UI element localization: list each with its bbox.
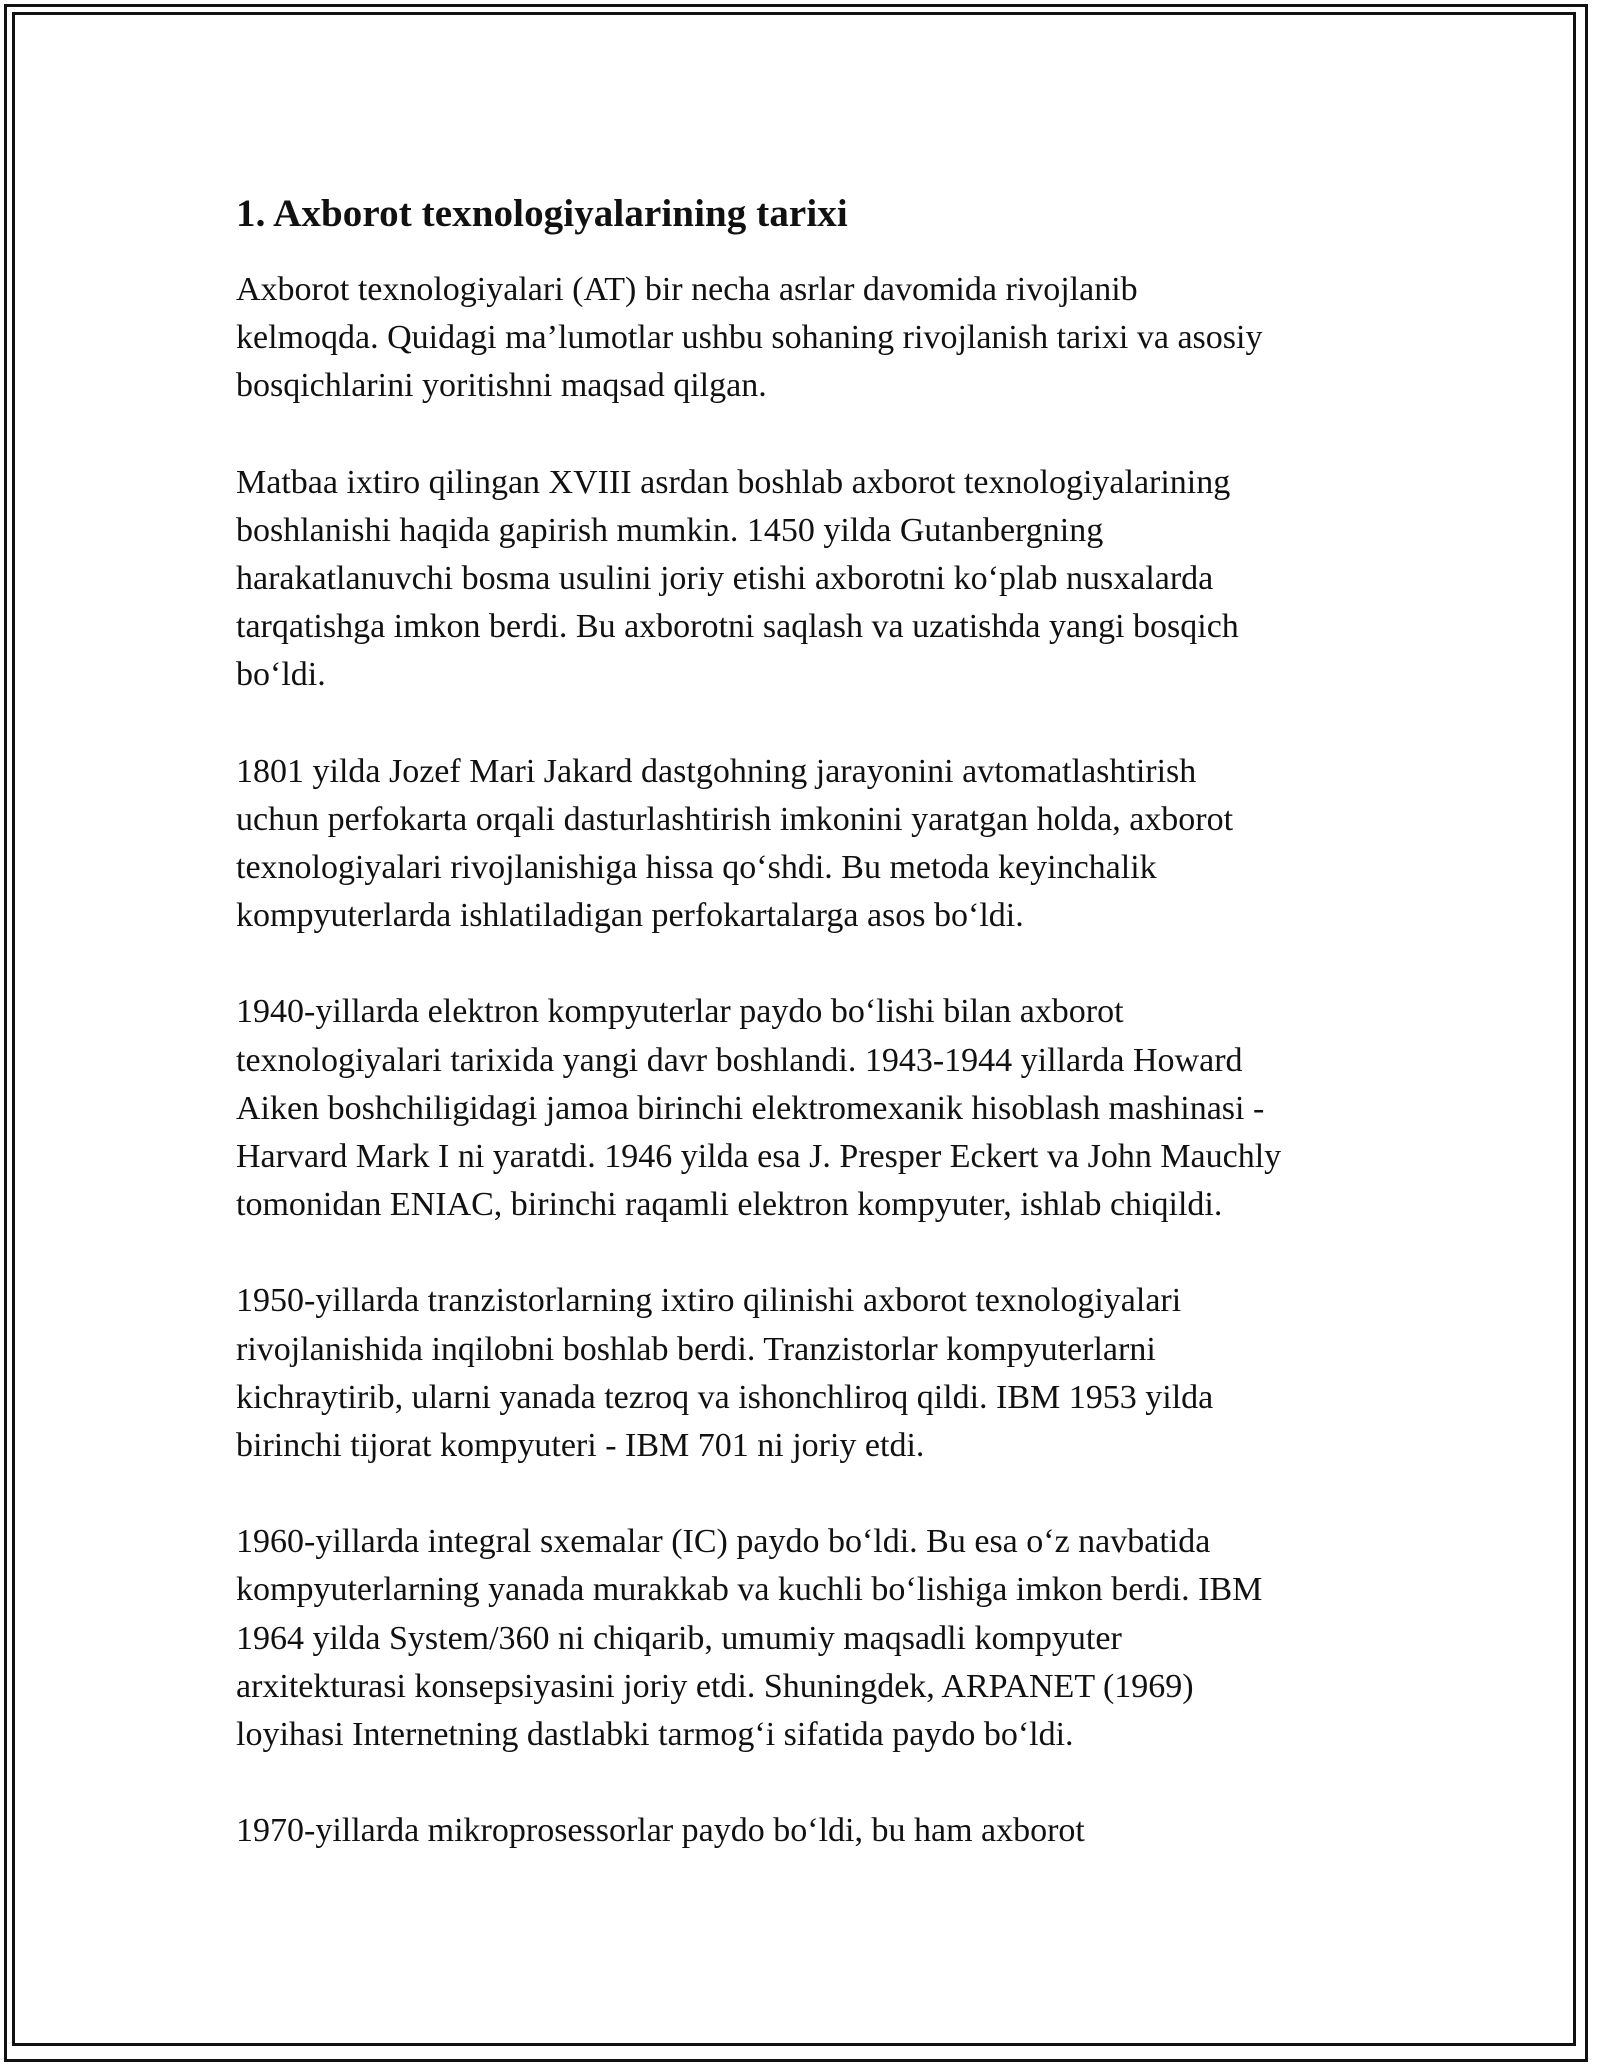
paragraph-line: harakatlanuvchi bosma usulini joriy etishi axborotni ko‘plab nusxalarda xyxy=(236,560,1214,598)
paragraph-line: Axborot texnologiyalari (AT) bir necha asrlar davomida rivojlanib xyxy=(236,271,1138,308)
paragraph-1960s xyxy=(236,1518,1386,1759)
paragraph-line: kelmoqda. Quidagi ma’lumotlar ushbu sohaning rivojlanish tarixi va asosiy xyxy=(236,319,1263,357)
paragraph-line: rivojlanishida inqilobni boshlab berdi. Tranzistorlar kompyuterlarni xyxy=(236,1330,1156,1368)
paragraph-line: kompyuterlarning yanada murakkab va kuchli bo‘lishiga imkon berdi. IBM xyxy=(236,1571,1263,1609)
paragraph-line: arxitekturasi konsepsiyasini joriy etdi. Shuningdek, ARPANET (1969) xyxy=(236,1667,1194,1705)
paragraph-line: loyihasi Internetning dastlabki tarmog‘i sifatida paydo bo‘ldi. xyxy=(236,1716,1074,1754)
paragraph-line: texnologiyalari tarixida yangi davr boshlandi. 1943-1944 yillarda Howard xyxy=(236,1041,1243,1079)
paragraph-line: birinchi tijorat kompyuteri - IBM 701 ni joriy etdi. xyxy=(236,1427,925,1465)
paragraph-line: kichraytirib, ularni yanada tezroq va ishonchliroq qildi. IBM 1953 yilda xyxy=(236,1378,1214,1416)
paragraph-line: bo‘ldi. xyxy=(236,656,326,694)
paragraph-line: boshlanishi haqida gapirish mumkin. 1450 yilda Gutanbergning xyxy=(236,511,1104,549)
paragraph-line: 1964 yilda System/360 ni chiqarib, umumiy maqsadli kompyuter xyxy=(236,1619,1122,1657)
paragraph-line: tarqatishga imkon berdi. Bu axborotni saqlash va uzatishda yangi bosqich xyxy=(236,608,1239,646)
paragraph-printing xyxy=(236,459,1386,700)
paragraph-line: 1940-yillarda elektron kompyuterlar paydo bo‘lishi bilan axborot xyxy=(236,993,1124,1031)
paragraph-line: Aiken boshchiligidagi jamoa birinchi elektromexanik hisoblash mashinasi - xyxy=(236,1089,1265,1127)
paragraph-line: Harvard Mark I ni yaratdi. 1946 yilda esa J. Presper Eckert va John Mauchly xyxy=(236,1138,1282,1176)
paragraph-line: 1801 yilda Jozef Mari Jakard dastgohning jarayonini avtomatlashtirish xyxy=(236,752,1197,790)
paragraph-line: kompyuterlarda ishlatiladigan perfokartalarga asos bo‘ldi. xyxy=(236,897,1024,935)
paragraph-jacquard xyxy=(236,748,1386,941)
paragraph-line: texnologiyalari rivojlanishiga hissa qo‘shdi. Bu metoda keyinchalik xyxy=(236,849,1157,887)
paragraph-line: 1970-yillarda mikroprosessorlar paydo bo‘ldi, bu ham axborot xyxy=(236,1812,1085,1850)
document-body xyxy=(236,188,1386,1903)
paragraph-1950s xyxy=(236,1277,1386,1470)
paragraph-line: 1950-yillarda tranzistorlarning ixtiro qilinishi axborot texnologiyalari xyxy=(236,1282,1182,1320)
paragraph-line: bosqichlarini yoritishni maqsad qilgan. xyxy=(236,367,767,405)
section-title: 1. Axborot texnologiyalarining tarixi xyxy=(236,192,848,235)
paragraph-line: 1960-yillarda integral sxemalar (IC) paydo bo‘ldi. Bu esa o‘z navbatida xyxy=(236,1523,1211,1561)
paragraph-1940s xyxy=(236,988,1386,1229)
paragraph-1970s xyxy=(236,1807,1386,1855)
paragraph-line: uchun perfokarta orqali dasturlashtirish imkonini yaratgan holda, axborot xyxy=(236,800,1234,838)
paragraph-line: tomonidan ENIAC, birinchi raqamli elektron kompyuter, ishlab chiqildi. xyxy=(236,1186,1223,1224)
paragraph-intro xyxy=(236,266,1386,411)
paragraph-line: Matbaa ixtiro qilingan XVIII asrdan boshlab axborot texnologiyalarining xyxy=(236,463,1231,501)
